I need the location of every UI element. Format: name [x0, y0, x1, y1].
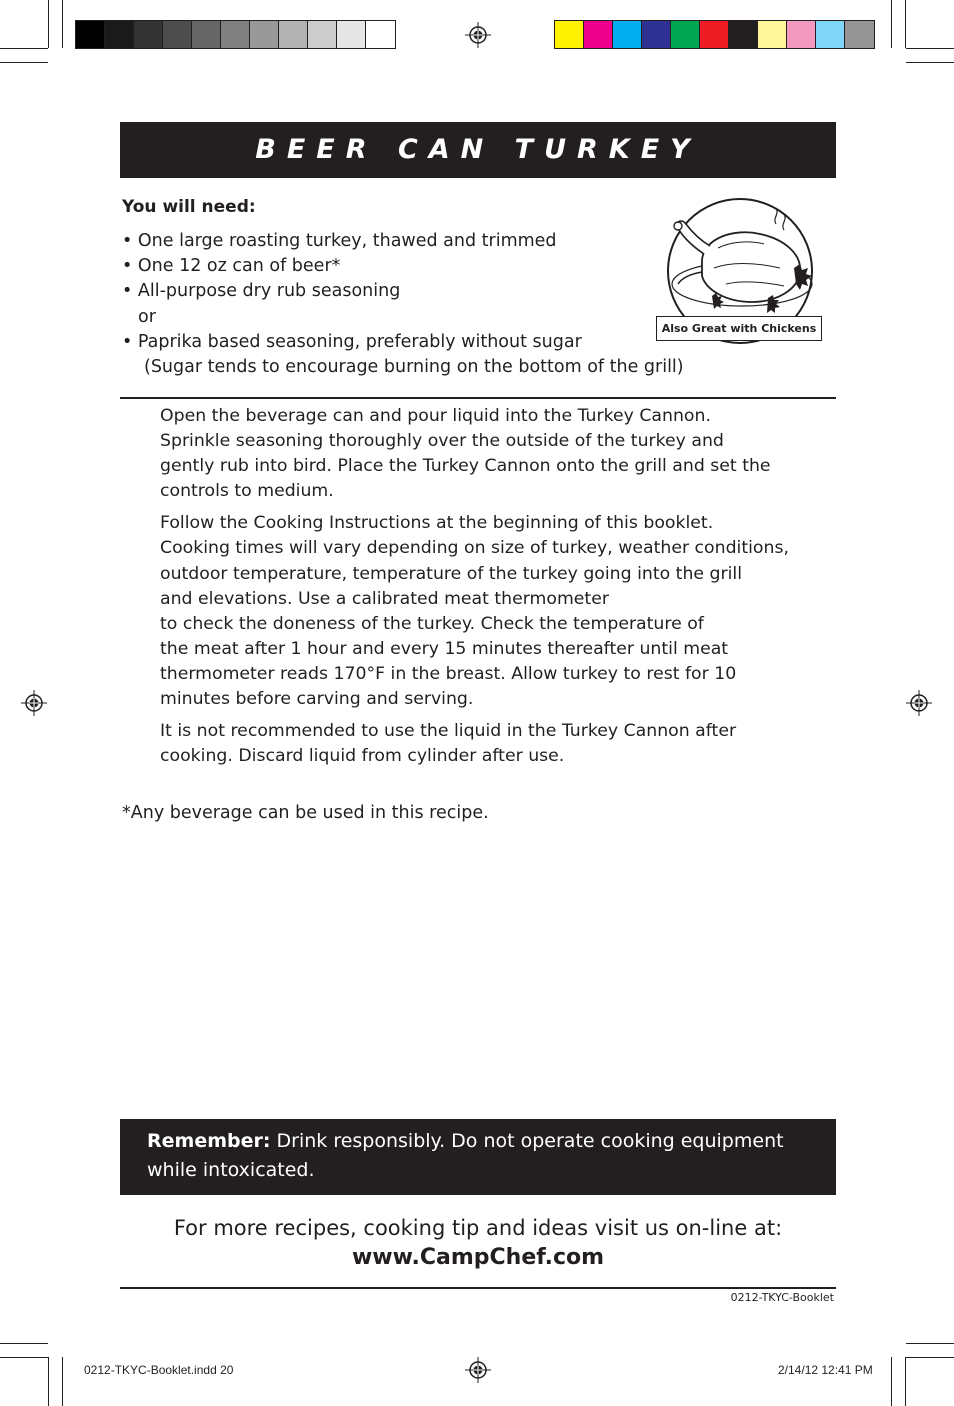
- ingredients-heading: You will need:: [122, 197, 256, 217]
- color-swatch: [279, 21, 308, 48]
- color-swatch: [366, 21, 395, 48]
- slug-file: 0212-TKYC-Booklet.indd 20: [84, 1363, 234, 1377]
- color-swatch: [642, 21, 671, 48]
- instructions: [122, 404, 836, 776]
- crop-mark: [0, 62, 48, 63]
- color-swatch: [787, 21, 816, 48]
- crop-mark: [905, 0, 906, 48]
- color-swatch: [337, 21, 366, 48]
- grayscale-color-bar: [75, 20, 396, 49]
- registration-mark-icon: [906, 690, 932, 716]
- registration-mark-icon: [465, 22, 491, 48]
- color-swatch: [758, 21, 787, 48]
- slug-date: 2/14/12 12:41 PM: [778, 1363, 873, 1377]
- list-item: (Sugar tends to encourage burning on the bottom of the grill): [144, 357, 684, 378]
- visit-notice: [120, 1213, 836, 1273]
- crop-mark: [62, 0, 63, 48]
- badge-label: Also Great with Chickens: [656, 316, 822, 341]
- color-swatch: [555, 21, 584, 48]
- color-swatch: [308, 21, 337, 48]
- website-link[interactable]: www.CampChef.com: [351, 1245, 605, 1270]
- color-swatch: [613, 21, 642, 48]
- remember-label: Remember:: [147, 1130, 271, 1152]
- color-swatch: [845, 21, 874, 48]
- list-item: or: [138, 306, 156, 327]
- color-swatch: [729, 21, 758, 48]
- color-swatch: [816, 21, 845, 48]
- color-swatch: [671, 21, 700, 48]
- crop-mark: [905, 1357, 906, 1406]
- crop-mark: [0, 1343, 48, 1344]
- color-swatch: [584, 21, 613, 48]
- list-item: • All-purpose dry rub seasoning: [122, 281, 401, 302]
- list-item: • Paprika based seasoning, preferably without sugar: [122, 331, 582, 352]
- color-swatch: [76, 21, 105, 48]
- visit-text: For more recipes, cooking tip and ideas visit us on-line at:: [173, 1216, 783, 1240]
- instruction-paragraph: Open the beverage can and pour liquid into the Turkey Cannon. Sprinkle seasoning thoroughly over the outside of the turkey and gently rub into bird. Place the Turkey Cannon onto the grill and set the controls to medium.: [160, 406, 771, 502]
- crop-mark: [891, 0, 892, 48]
- crop-mark: [891, 1357, 892, 1406]
- divider: [120, 397, 836, 399]
- crop-mark: [906, 62, 954, 63]
- page-title: BEER CAN TURKEY: [255, 134, 701, 165]
- ingredients-list: [122, 229, 684, 380]
- crop-mark: [0, 1357, 48, 1358]
- color-swatch: [163, 21, 192, 48]
- color-swatch: [105, 21, 134, 48]
- color-swatch: [700, 21, 729, 48]
- crop-mark: [906, 1343, 954, 1344]
- crop-mark: [906, 1357, 954, 1358]
- instruction-paragraph: Follow the Cooking Instructions at the beginning of this booklet. Cooking times will vary depending on size of turkey, weather conditions, outdoor temperature, temperature of the turkey going into the grill and elevations. Use a calibrated meat thermometer to check the doneness of the turkey. Check the temperature of the meat after 1 hour and every 15 minutes thereafter until meat thermometer reads 170°F in the breast. Allow turkey to rest for 10 minutes before carving and serving.: [160, 513, 789, 710]
- crop-mark: [906, 48, 954, 49]
- list-item: • One large roasting turkey, thawed and trimmed: [122, 231, 557, 251]
- color-swatch: [221, 21, 250, 48]
- divider: [120, 1287, 836, 1289]
- crop-mark: [48, 0, 49, 48]
- list-item: • One 12 oz can of beer*: [122, 256, 341, 277]
- crop-mark: [62, 1357, 63, 1406]
- color-swatch: [134, 21, 163, 48]
- color-swatch: [250, 21, 279, 48]
- instruction-paragraph: It is not recommended to use the liquid in the Turkey Cannon after cooking. Discard liquid from cylinder after use.: [160, 721, 737, 767]
- remember-text: Drink responsibly. Do not operate cooking equipment while intoxicated.: [147, 1130, 784, 1181]
- color-swatch: [192, 21, 221, 48]
- crop-mark: [48, 1357, 49, 1406]
- remember-notice: [147, 1127, 817, 1185]
- booklet-code: 0212-TKYC-Booklet: [730, 1291, 834, 1304]
- registration-mark-icon: [21, 690, 47, 716]
- crop-mark: [0, 48, 48, 49]
- registration-mark-icon: [465, 1357, 491, 1383]
- process-color-bar: [554, 20, 875, 49]
- footnote: *Any beverage can be used in this recipe.: [122, 803, 489, 823]
